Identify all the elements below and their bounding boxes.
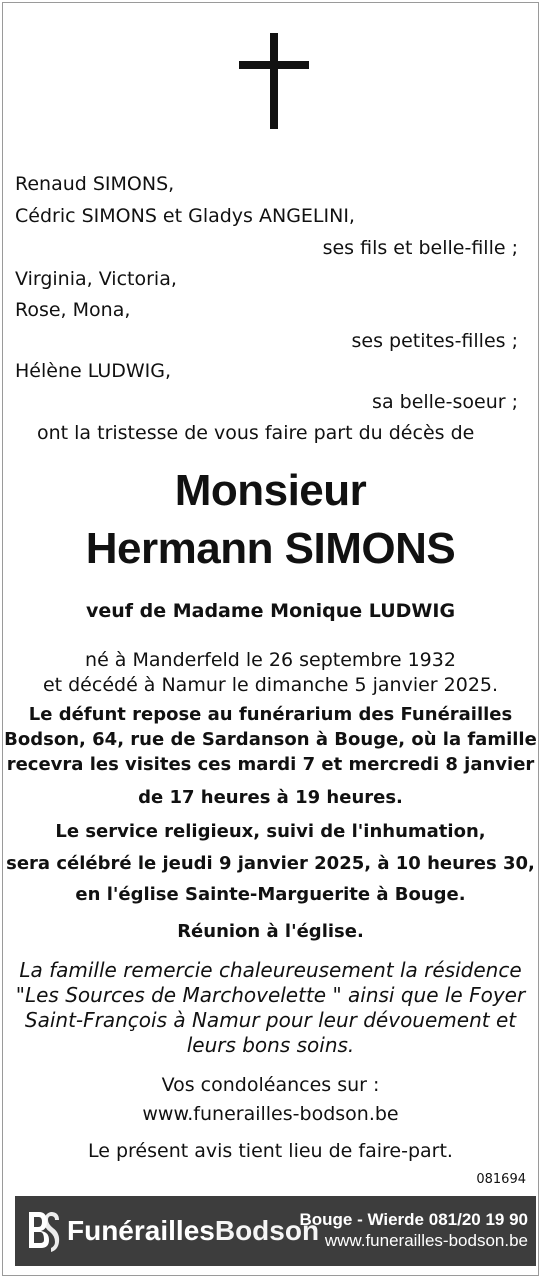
condolences-website[interactable]: www.funerailles-bodson.be	[142, 1103, 399, 1125]
visit-line-2: Bodson, 64, rue de Sardanson à Bouge, où la famille	[4, 729, 537, 750]
obituary-notice	[2, 2, 539, 1276]
service-line-1: Le service religieux, suivi de l'inhumation,	[55, 821, 486, 842]
notice-reference: 081694	[476, 1172, 526, 1187]
thanks-line-1: La famille remercie chaleureusement la résidence	[19, 958, 522, 982]
funeral-home-website[interactable]: www.funerailles-bodson.be	[324, 1231, 528, 1250]
thanks-line-2: "Les Sources de Marchovelette " ainsi que le Foyer	[15, 983, 526, 1007]
cross-icon	[239, 33, 309, 129]
birth-line: né à Manderfeld le 26 septembre 1932	[85, 649, 456, 671]
family-line-2: Cédric SIMONS et Gladys ANGELINI,	[15, 205, 355, 227]
widow-line: veuf de Madame Monique LUDWIG	[85, 600, 456, 622]
faire-part-note: Le présent avis tient lieu de faire-part.	[88, 1140, 453, 1162]
family-relation-3: sa belle-soeur ;	[372, 391, 518, 413]
family-relation-1: ses fils et belle-fille ;	[322, 237, 518, 259]
funeral-home-contact	[299, 1210, 528, 1252]
thanks-line-3: Saint-François à Namur pour leur dévouement et	[24, 1008, 517, 1032]
funeral-home-banner	[15, 1196, 536, 1266]
deceased-title: Monsieur	[174, 466, 367, 515]
condolences-line: Vos condoléances sur :	[161, 1074, 380, 1096]
announcement-line: ont la tristesse de vous faire part du décès de	[37, 422, 475, 444]
family-line-3: Virginia, Victoria,	[15, 268, 177, 290]
visit-line-4: de 17 heures à 19 heures.	[138, 787, 403, 808]
funeral-home-location: Bouge - Wierde	[299, 1210, 424, 1229]
funeral-home-brand: FunéraillesBodson	[67, 1215, 320, 1246]
family-line-1: Renaud SIMONS,	[15, 173, 175, 195]
deceased-name: Hermann SIMONS	[85, 524, 456, 573]
service-line-2: sera célébré le jeudi 9 janvier 2025, à 10 heures 30,	[6, 853, 535, 874]
funeral-home-phone[interactable]: 081/20 19 90	[428, 1210, 528, 1229]
family-line-5: Hélène LUDWIG,	[15, 360, 172, 382]
service-line-3: en l'église Sainte-Marguerite à Bouge.	[75, 884, 466, 905]
service-line-4: Réunion à l'église.	[177, 921, 364, 942]
death-line: et décédé à Namur le dimanche 5 janvier 2025.	[42, 674, 499, 696]
visit-line-3: recevra les visites ces mardi 7 et mercredi 8 janvier	[6, 754, 535, 775]
visit-line-1: Le défunt repose au funérarium des Funérailles	[28, 704, 513, 725]
family-relation-2: ses petites-filles ;	[351, 330, 518, 352]
thanks-line-4: leurs bons soins.	[186, 1033, 355, 1057]
family-line-4: Rose, Mona,	[15, 299, 131, 321]
funeral-home-logo-icon	[23, 1202, 63, 1258]
